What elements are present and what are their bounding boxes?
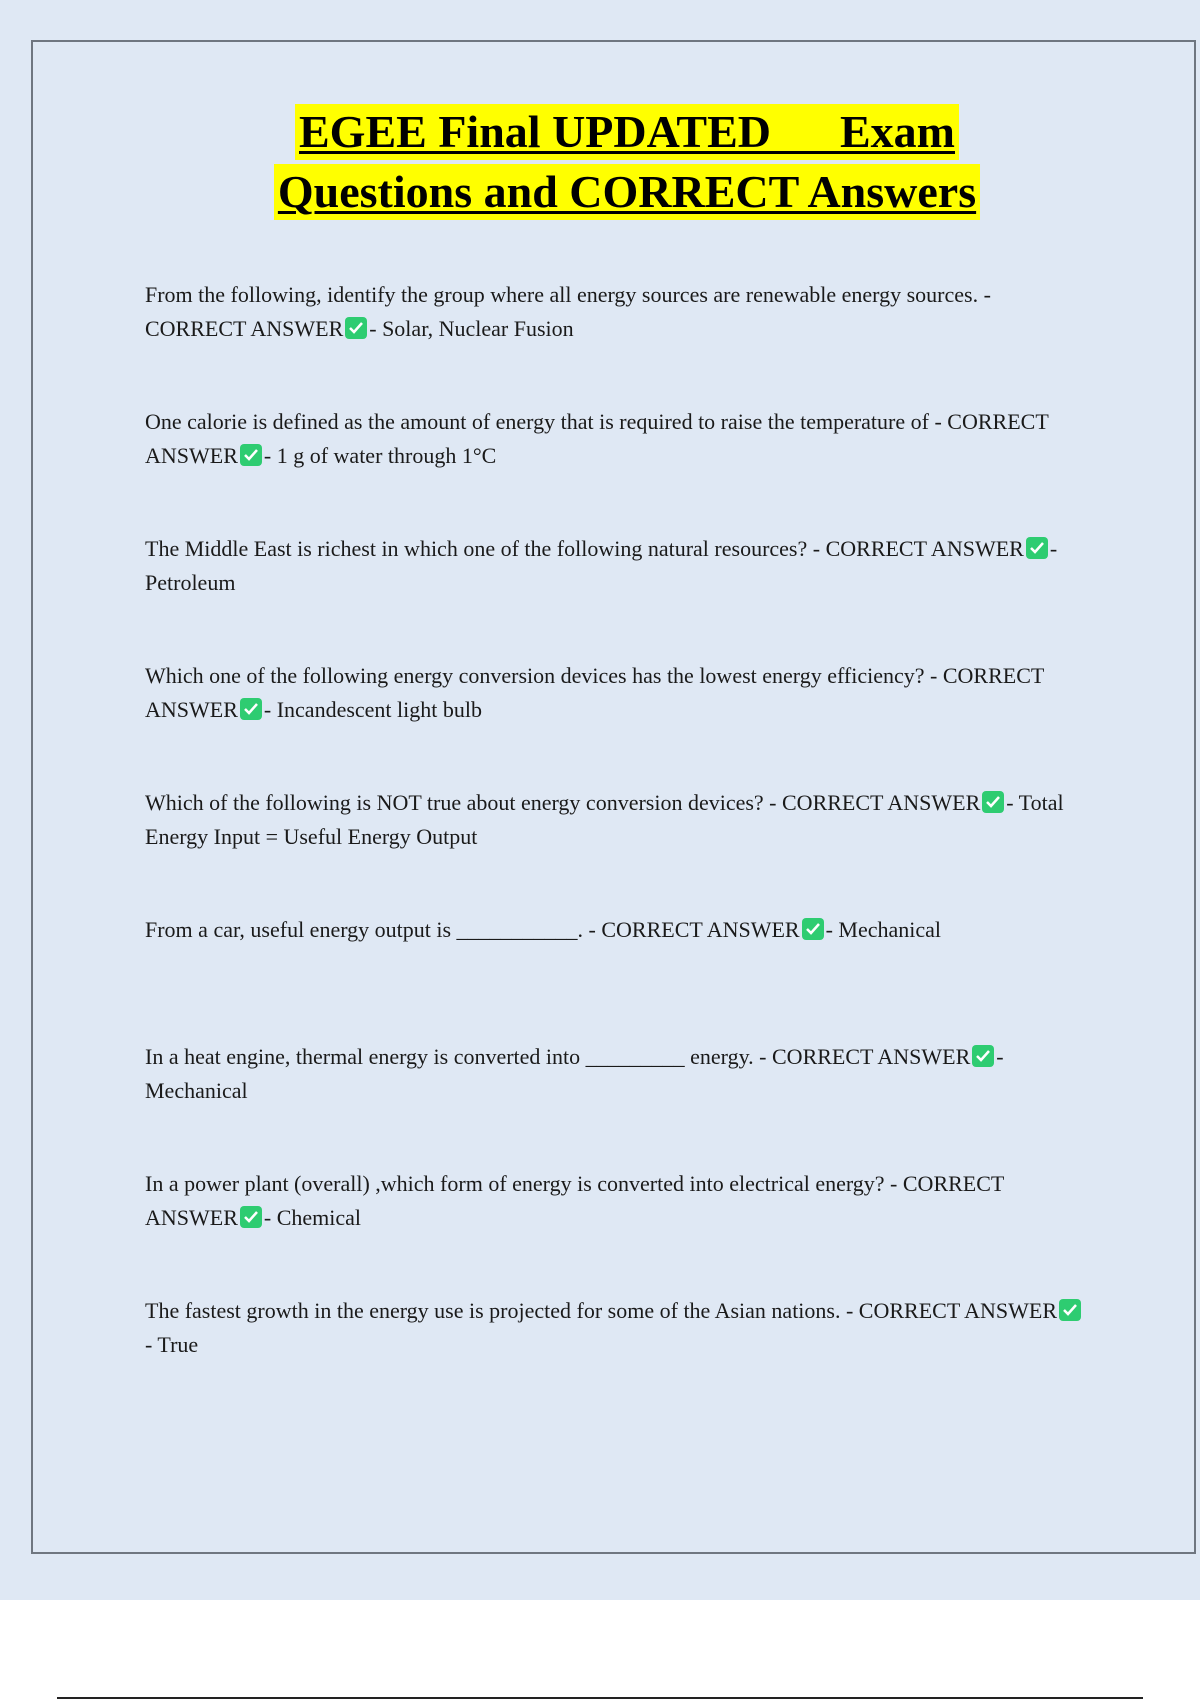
check-box-icon — [1026, 537, 1048, 559]
qa-item — [145, 786, 1085, 913]
answer-text: - Mechanical — [145, 1044, 1004, 1103]
qa-item — [145, 1294, 1085, 1421]
answer-text: - Mechanical — [825, 917, 942, 942]
answer-text: - Chemical — [263, 1205, 362, 1230]
check-box-icon — [972, 1045, 994, 1067]
answer-text: - True — [145, 1332, 199, 1357]
qa-item — [145, 659, 1085, 786]
question-text: In a power plant (overall) ,which form of energy is converted into electrical energy? - CORRECT ANSWER — [145, 1171, 1004, 1230]
title-line-2: Questions and CORRECT Answers — [274, 164, 980, 220]
footer-rule — [57, 1697, 1143, 1699]
check-box-icon — [345, 317, 367, 339]
check-box-icon — [802, 918, 824, 940]
qa-list — [145, 278, 1085, 1421]
question-text: From the following, identify the group where all energy sources are renewable energy sources. - CORRECT ANSWER — [145, 282, 991, 341]
question-text: From a car, useful energy output is ___________. - CORRECT ANSWER — [145, 917, 800, 942]
question-text: The Middle East is richest in which one of the following natural resources? - CORRECT ANSWER — [145, 536, 1024, 561]
answer-text: - Petroleum — [145, 536, 1058, 595]
question-text: The fastest growth in the energy use is projected for some of the Asian nations. - CORRECT ANSWER — [145, 1298, 1058, 1323]
answer-text: - Total Energy Input = Useful Energy Output — [145, 790, 1064, 849]
qa-item — [145, 532, 1085, 659]
check-box-icon — [240, 444, 262, 466]
title-line-1: EGEE Final UPDATED Exam — [295, 104, 959, 160]
answer-text: - 1 g of water through 1°C — [263, 443, 497, 468]
qa-item — [145, 913, 1085, 1040]
answer-text: - Solar, Nuclear Fusion — [369, 316, 574, 341]
question-text: Which one of the following energy conversion devices has the lowest energy efficiency? - CORRECT ANSWER — [145, 663, 1044, 722]
check-box-icon — [240, 698, 262, 720]
qa-item — [145, 1040, 1085, 1167]
question-text: One calorie is defined as the amount of energy that is required to raise the temperature of - CORRECT ANSWER — [145, 409, 1049, 468]
qa-item — [145, 278, 1085, 405]
qa-item — [145, 405, 1085, 532]
check-box-icon — [240, 1206, 262, 1228]
question-text: Which of the following is NOT true about energy conversion devices? - CORRECT ANSWER — [145, 790, 981, 815]
document-title — [0, 102, 1200, 222]
check-box-icon — [982, 791, 1004, 813]
answer-text: - Incandescent light bulb — [263, 697, 482, 722]
check-box-icon — [1059, 1299, 1081, 1321]
question-text: In a heat engine, thermal energy is converted into _________ energy. - CORRECT ANSWER — [145, 1044, 971, 1069]
qa-item — [145, 1167, 1085, 1294]
